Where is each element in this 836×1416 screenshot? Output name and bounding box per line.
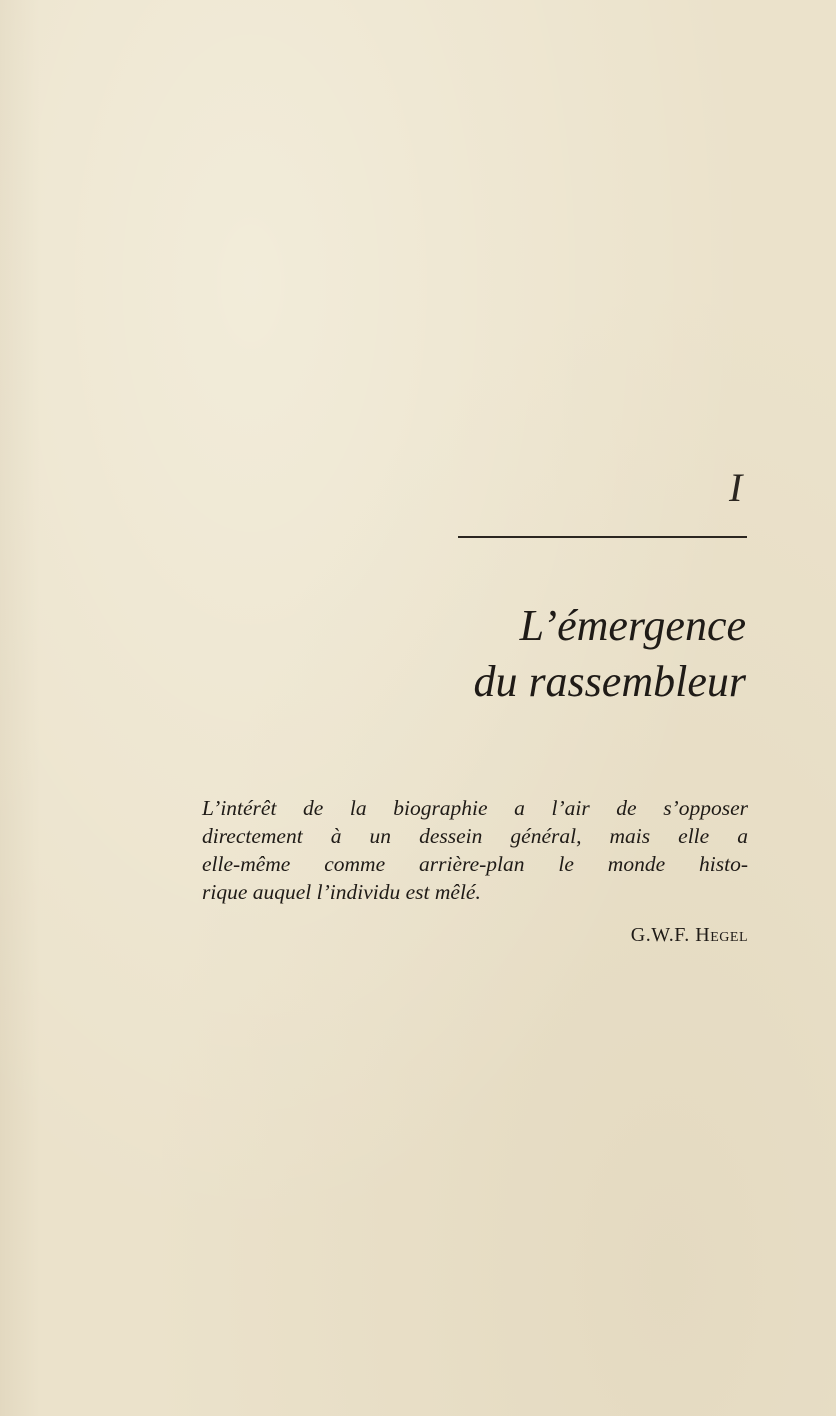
epigraph-line: rique auquel l’individu est mêlé. xyxy=(202,880,481,904)
epigraph-attribution xyxy=(631,924,748,947)
epigraph-line: directement à un dessein général, mais elle a xyxy=(202,824,748,848)
chapter-divider-rule xyxy=(458,536,747,538)
chapter-title xyxy=(473,598,746,710)
epigraph-line: elle-même comme arrière-plan le monde histo- xyxy=(202,852,748,876)
epigraph-quote xyxy=(202,794,748,906)
chapter-title-line-2: du rassembleur xyxy=(473,657,746,706)
chapter-number: I xyxy=(729,465,743,510)
chapter-title-line-1: L’émergence xyxy=(519,601,746,650)
attribution-initials: G.W.F. xyxy=(630,924,690,946)
epigraph-line: L’intérêt de la biographie a l’air de s’opposer xyxy=(202,796,748,820)
attribution-surname: Hegel xyxy=(695,924,748,946)
